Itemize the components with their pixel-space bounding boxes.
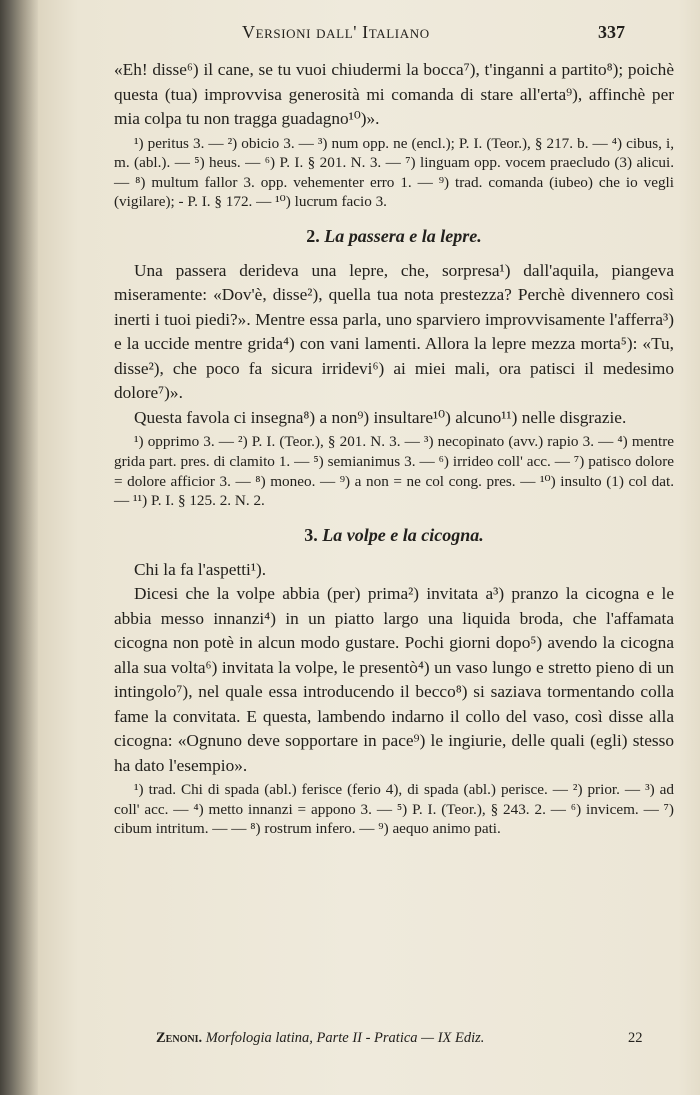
page-number: 337 (598, 22, 625, 42)
book-page (38, 0, 700, 1095)
section-3-paragraph: Dicesi che la volpe abbia (per) prima²) invitata a³) pranzo la cicogna e le abbia messo innanzi⁴) in un piatto largo una liquida broda, che l'affamata cicogna non potè in alcun modo gustare. Pochi giorni dopo⁵) avendo la cicogna alla sua volta⁶) invitata la volpe, le presentò⁴) un vaso lungo e stretto pieno di un intingolo⁷), nel quale essa introducendo il becco⁸) si saziava tormentando colla fame la convitata. E questa, lambendo indarno il collo del vaso, così disse alla cicogna: «Ognuno deve sopportare in pace⁹) le ingiurie, delle quali (egli) stesso ha dato l'esempio». (114, 584, 674, 775)
running-title: Versioni dall' Italiano (242, 22, 430, 42)
section-3-notes (114, 780, 674, 839)
section-2-heading (114, 226, 674, 247)
book-binding-shadow (0, 0, 38, 1095)
printer-signature: 22 (628, 1030, 643, 1046)
section-2-number: 2. (306, 225, 320, 246)
section-1-text: «Eh! disse⁶) il cane, se tu vuoi chiudermi la bocca⁷), t'inganni a partito⁸); poichè questa (tua) improvvisa generosità mi comanda di stare all'erta⁹), affinchè per mia colpa tu non tragga guadagno¹⁰)». (114, 60, 674, 128)
section-2 (114, 226, 674, 511)
section-1-continuation (114, 58, 674, 212)
page-footer (156, 1030, 676, 1047)
section-3-heading (114, 525, 674, 546)
page-content (114, 58, 674, 839)
section-3-title: La volpe e la cicogna. (322, 524, 484, 545)
section-2-paragraph-2: Questa favola ci insegna⁸) a non⁹) insultare¹⁰) alcuno¹¹) nelle disgrazie. (134, 407, 627, 427)
section-3-proverb: Chi la fa l'aspetti¹). (134, 559, 267, 579)
section-3 (114, 525, 674, 839)
section-2-notes-text: ¹) opprimo 3. — ²) P. I. (Teor.), § 201. N. 3. — ³) necopinato (avv.) rapio 3. — ⁴) mentre grida part. pres. di clamito 1. — ⁵) semianimus 3. — ⁶) irrideo coll' acc. — ⁷) patisco dolore = dolore afficior 3. — ⁸) moneo. — ⁹) a non = ne col cong. pres. — ¹⁰) insulto (1) col dat. — ¹¹) P. I. § 125. 2. N. 2. (114, 433, 674, 510)
running-head (38, 22, 700, 48)
footer-author: Zenoni. (156, 1030, 203, 1046)
section-1-notes (114, 134, 674, 212)
footer-credit (156, 1030, 484, 1046)
section-3-notes-text: ¹) trad. Chi di spada (abl.) ferisce (ferio 4), di spada (abl.) perisce. — ²) prior. — ³) ad coll' acc. — ⁴) metto innanzi = appono 3. — ⁵) P. I. (Teor.), § 243. 2. — ⁶) invicem. — ⁷) cibum intritum. — — ⁸) rostrum infero. — ⁹) aequo animo pati. (114, 781, 674, 838)
section-1-notes-text: ¹) peritus 3. — ²) obicio 3. — ³) num opp. ne (encl.); P. I. (Teor.), § 217. b. — ⁴) cibus, i, m. (abl.). — ⁵) heus. — ⁶) P. I. § 201. N. 3. — ⁷) linguam opp. vocem praecludo (3) alicui. — ⁸) multum fallor 3. opp. vehementer erro 1. — ⁹) trad. comanda (iubeo) che io vegli (vigilare); - P. I. § 172. — ¹⁰) lucrum facio 3. (114, 134, 674, 211)
section-2-title: La passera e la lepre. (324, 225, 482, 246)
section-2-paragraph-1: Una passera derideva una lepre, che, sorpresa¹) dall'aquila, piangeva miseramente: «Dov'è, disse²), quella tua nota prestezza? Perchè divennero così inerti i tuoi piedi?». Mentre essa parla, uno sparviero improvvisamente l'afferra³) e la uccide mentre grida⁴) con vani lamenti. Allora la lepre mezza morta⁵): «Tu, disse²), che poco fa sicura irridevi⁶) ai miei mali, ora patisci il medesimo dolore⁷)». (114, 260, 674, 403)
section-2-notes (114, 432, 674, 510)
section-3-number: 3. (304, 524, 318, 545)
footer-book-title: Morfologia latina, Parte II - Pratica — IX Ediz. (205, 1030, 485, 1046)
